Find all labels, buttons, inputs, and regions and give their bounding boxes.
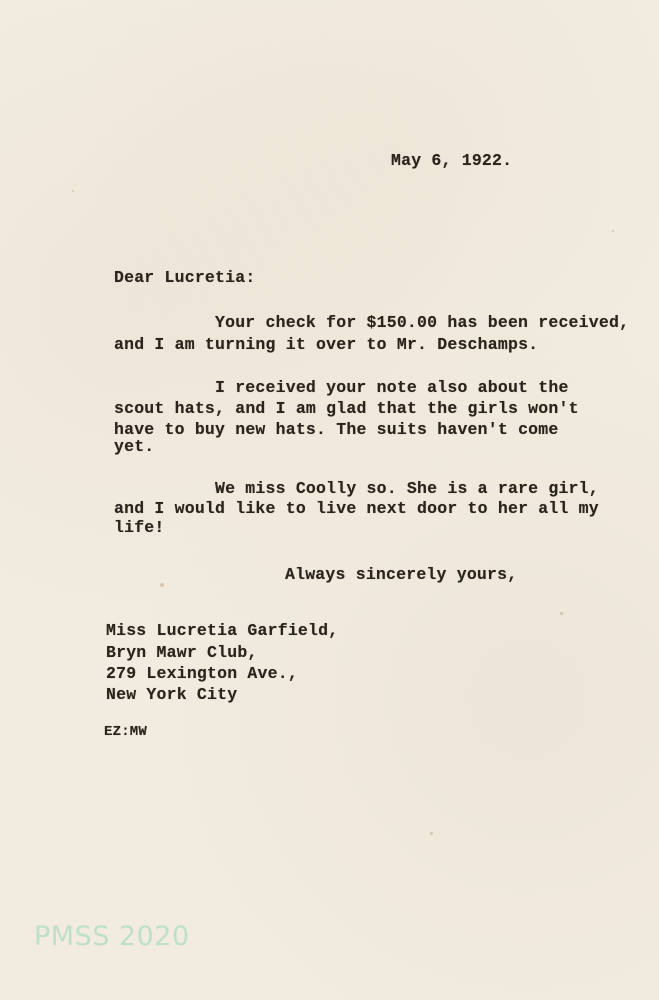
paragraph-1-line-1: Your check for $150.00 has been received, xyxy=(215,313,630,332)
recipient-address-line-3: 279 Lexington Ave., xyxy=(106,664,298,683)
paper-speck xyxy=(612,230,614,232)
letter-date: May 6, 1922. xyxy=(391,151,513,170)
paragraph-3-line-3: life! xyxy=(114,518,165,537)
recipient-address-line-2: Bryn Mawr Club, xyxy=(106,643,258,662)
paper-speck xyxy=(72,190,74,192)
typist-initials: EZ:MW xyxy=(104,724,148,740)
recipient-name: Miss Lucretia Garfield, xyxy=(106,621,339,640)
paragraph-2-line-3: have to buy new hats. The suits haven't come xyxy=(114,420,559,439)
paper-speck xyxy=(560,612,563,615)
recipient-address-line-4: New York City xyxy=(106,685,238,704)
watermark: PMSS 2020 xyxy=(34,921,190,952)
salutation: Dear Lucretia: xyxy=(114,268,256,287)
paragraph-3-line-1: We miss Coolly so. She is a rare girl, xyxy=(215,479,599,498)
paper-speck xyxy=(430,832,433,835)
paper-speck xyxy=(160,583,164,587)
paragraph-2-line-2: scout hats, and I am glad that the girls won't xyxy=(114,399,579,418)
paragraph-1-line-2: and I am turning it over to Mr. Deschamps. xyxy=(114,335,539,354)
paragraph-3-line-2: and I would like to live next door to her all my xyxy=(114,499,599,518)
paragraph-2-line-1: I received your note also about the xyxy=(215,378,569,397)
closing: Always sincerely yours, xyxy=(285,565,518,584)
paragraph-2-line-4: yet. xyxy=(114,437,155,456)
